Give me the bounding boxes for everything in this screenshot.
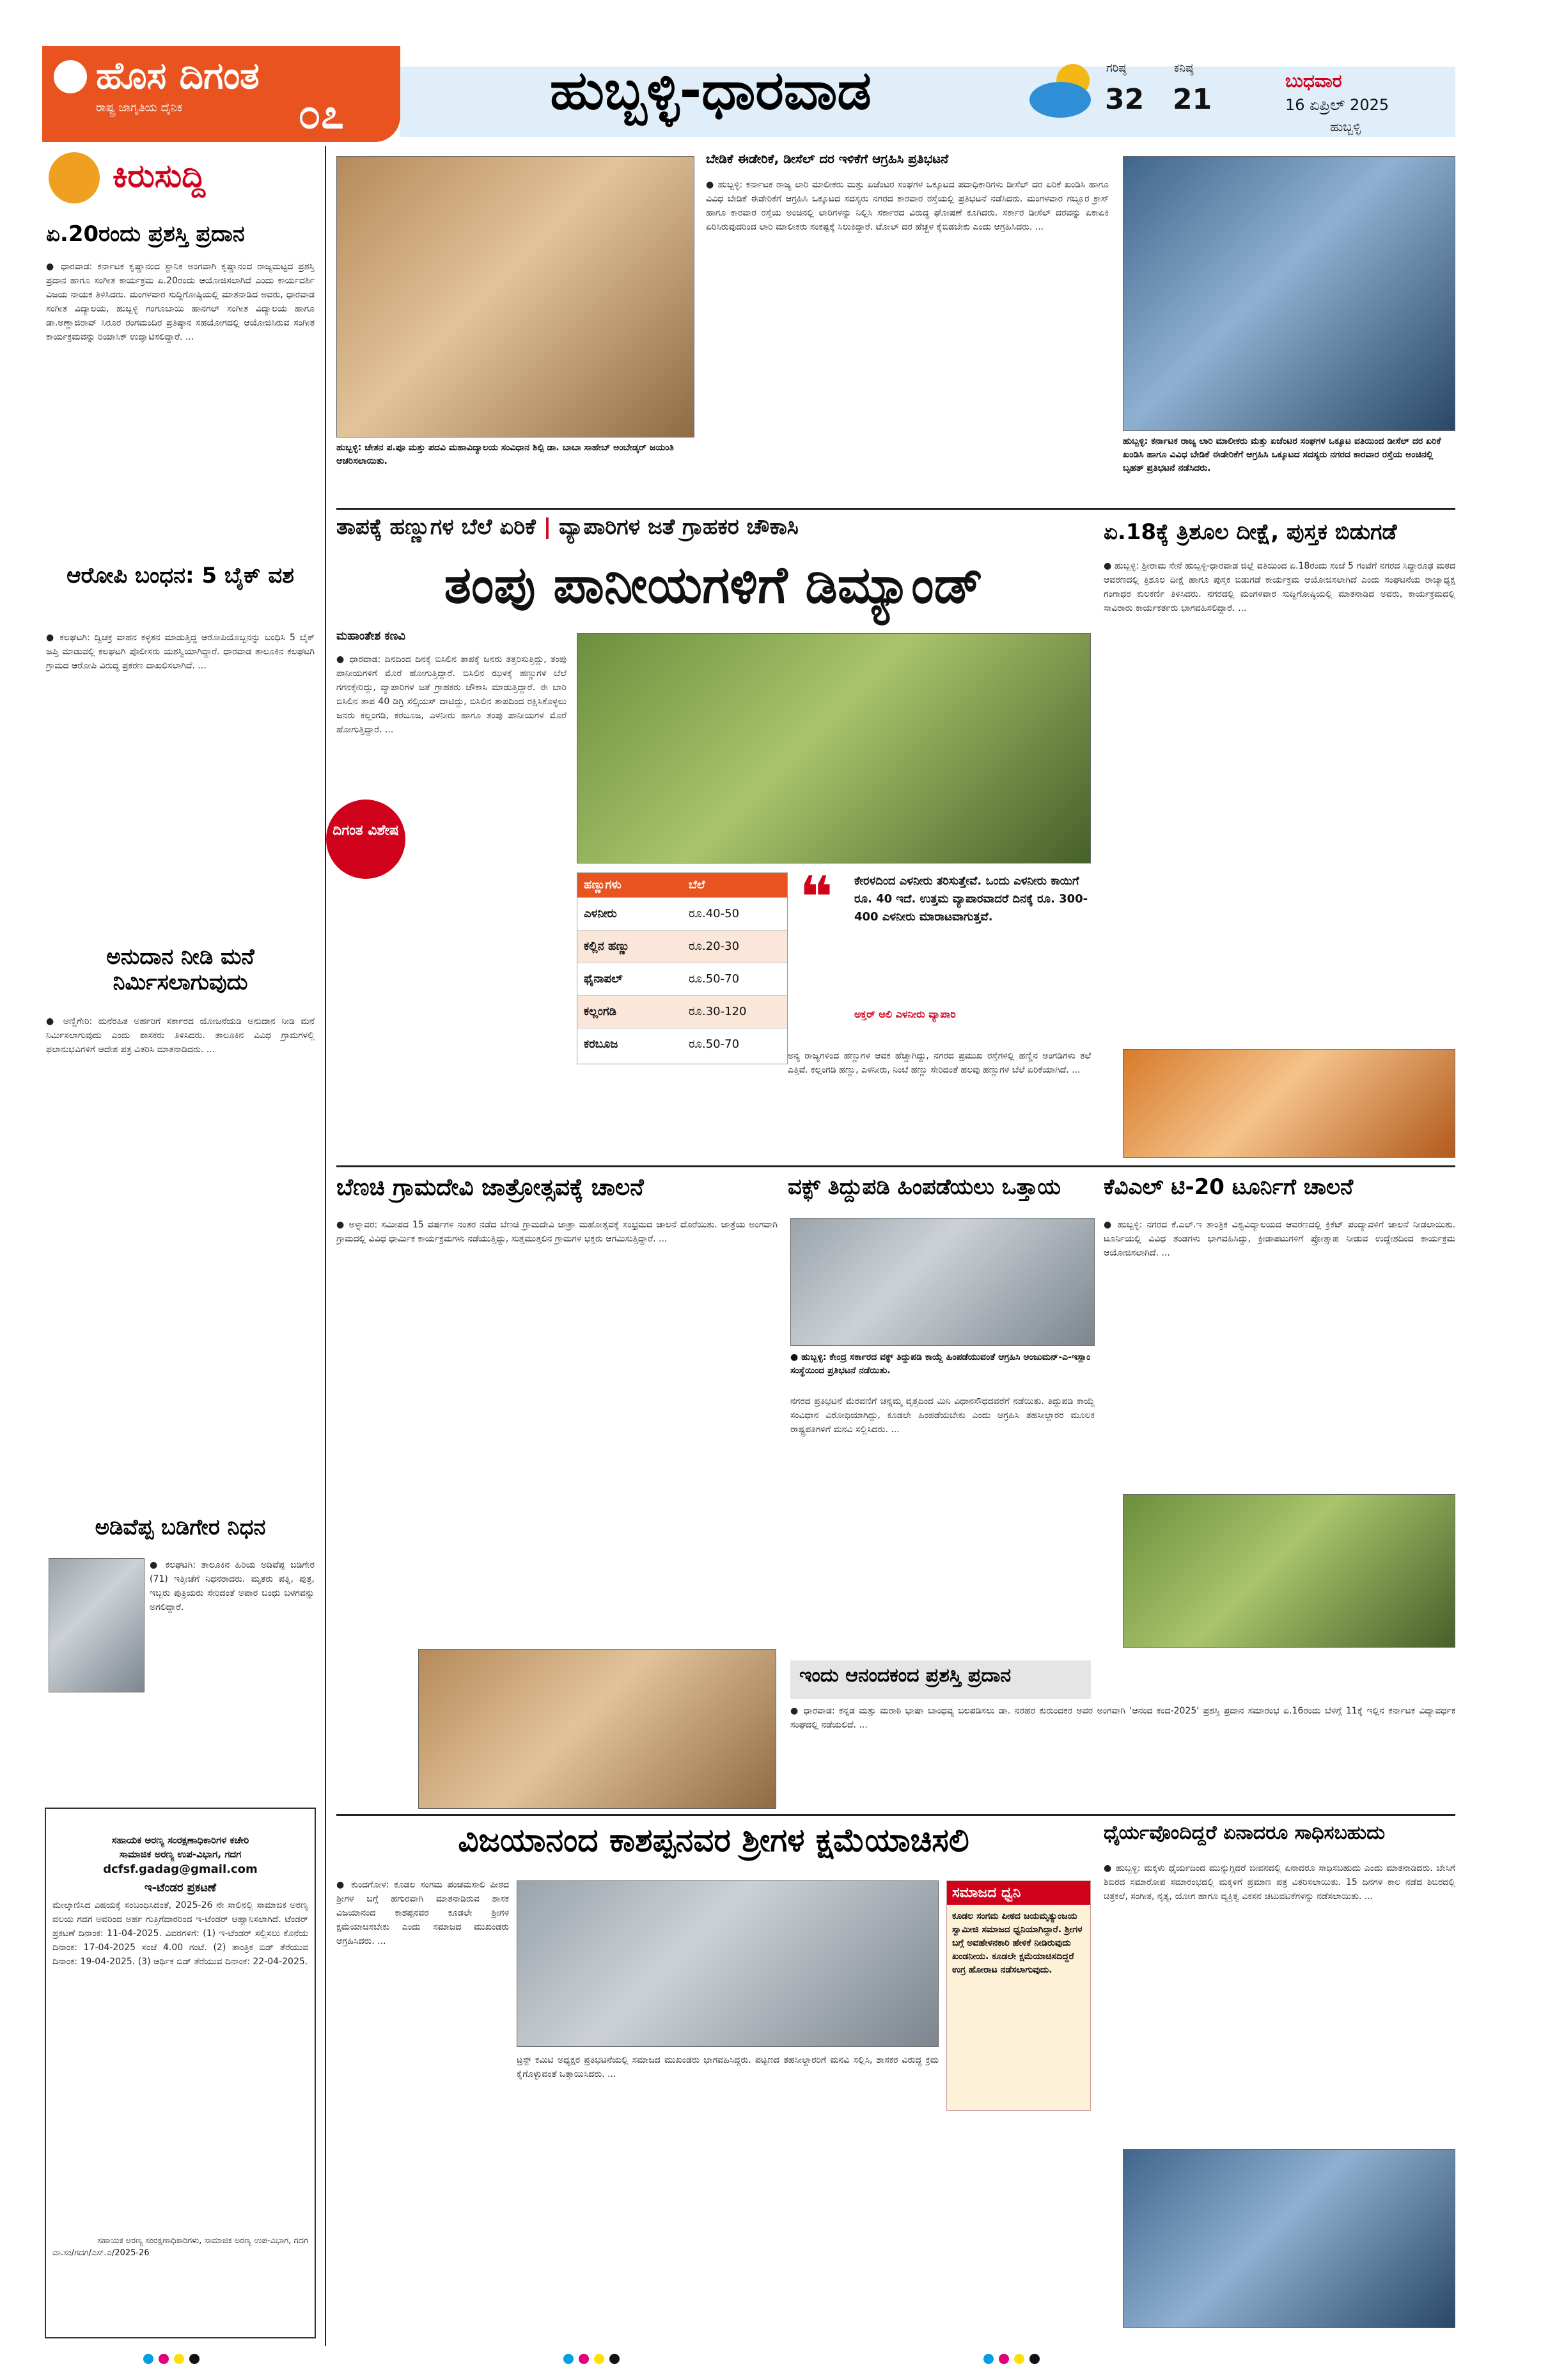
news3-headline: ಅನುದಾನ ನೀಡಿ ಮನೆ ನಿರ್ಮಿಸಲಾಗುವುದು (106, 944, 254, 995)
issue-date: 16 ಏಪ್ರಿಲ್ 2025 (1285, 96, 1389, 114)
price-table-header (577, 873, 787, 897)
logo-text: ಹೊಸ ದಿಗಂತ (96, 54, 260, 97)
lead-kicker-left: ತಾಪಕ್ಕೆ ಹಣ್ಣುಗಳ ಬೆಲೆ ಏರಿಕೆ (336, 514, 536, 540)
lead-body-1: ● ಧಾರವಾಡ: ದಿನದಿಂದ ದಿನಕ್ಕೆ ಬಿಸಿಲಿನ ತಾಪಕ್ಕೆ ಜನರು ತತ್ತರಿಸುತ್ತಿದ್ದು, ತಂಪು ಪಾನೀಯಗಳಿಗೆ ಮೊರೆ ಹೋಗುತ್ತಿದ್ದಾರೆ. ಬಿಸಿಲಿನ ಝಳಕ್ಕೆ ಹಣ್ಣುಗಳ ಬೆಲೆ ಗಗನಕ್ಕೇರಿದ್ದು, ವ್ಯಾಪಾರಿಗಳ ಜತೆ ಗ್ರಾಹಕರು ಚೌಕಾಸಿ ಮಾಡುತ್ತಿದ್ದಾರೆ. ಈ ಬಾರಿ ಬಿಸಿಲಿನ ತಾಪ 40 ಡಿಗ್ರಿ ಸೆಲ್ಸಿಯಸ್ ದಾಟಿದ್ದು, ಬಿಸಿಲಿನ ತಾಪದಿಂದ ರಕ್ಷಿಸಿಕೊಳ್ಳಲು ಜನರು ಕಲ್ಲಂಗಡಿ, ಕರಬೂಜ, ಎಳನೀರು ಹಾಗೂ ತಂಪು ಪಾನೀಯಗಳ ಮೊರೆ ಹೋಗುತ್ತಿದ್ದಾರೆ. ... (336, 654, 567, 735)
section-label-text: ಕಿರುಸುದ್ದಿ (113, 157, 206, 194)
news1-body: ● ಧಾರವಾಡ: ಕರ್ನಾಟಕ ಕೃಷ್ಣಾನಂದ ಸ್ಥಾನಿಕ ಅಂಗವಾಗಿ ಕೃಷ್ಣಾನಂದ ರಾಜ್ಯಮಟ್ಟದ ಪ್ರಶಸ್ತಿ ಪ್ರದಾನ ಹಾಗೂ ಸಂಗೀತ ಕಾರ್ಯಕ್ರಮ ಏ.20ರಂದು ಆಯೋಜಿಸಲಾಗಿದೆ ಎಂದು ಕಾರ್ಯದರ್ಶಿ ವಿಜಯ ನಾಯಕ ತಿಳಿಸಿದರು. ಮಂಗಳವಾರ ಸುದ್ದಿಗೋಷ್ಠಿಯಲ್ಲಿ ಮಾತನಾಡಿದ ಅವರು, ಧಾರವಾಡ ಸಂಗೀತ ವಿದ್ಯಾಲಯ, ಹುಬ್ಬಳ್ಳಿ ಗಂಗೂಬಾಯಿ ಹಾನಗಲ್ ಸಂಗೀತ ವಿದ್ಯಾಲಯ ಹಾಗೂ ಡಾ.ಅಣ್ಣಾಜಿರಾವ್ ಸಿರೂರ ರಂಗಮಂದಿರ ಪ್ರತಿಷ್ಠಾನ ಸಹಯೋಗದಲ್ಲಿ ಆಯೋಜಿಸಿರುವ ಸಂಗೀತ ಕಾರ್ಯಕ್ರಮವನ್ನು ರಿಯಾಸಿಕ್ ಉದ್ಘಾಟಿಸಲಿದ್ದಾರೆ. ... (46, 262, 315, 342)
quote-mark-icon: ❝ (799, 872, 833, 924)
weather-max: 32 (1105, 83, 1145, 116)
lead-kicker (336, 514, 1091, 553)
lead-kicker-right: ವ್ಯಾಪಾರಿಗಳ ಜತೆ ಗ್ರಾಹಕರ ಚೌಕಾಸಿ (558, 514, 799, 540)
price-header-item: ಹಣ್ಣುಗಳು (584, 878, 622, 892)
h-rule-3 (336, 1814, 1455, 1816)
right1-headline: ಏ.18ಕ್ಕೆ ತ್ರಿಶೂಲ ದೀಕ್ಷೆ, ಪುಸ್ತಕ ಬಿಡುಗಡೆ (1104, 519, 1397, 545)
h-rule-1 (336, 508, 1455, 510)
price-row (577, 963, 787, 995)
price-row-price: ರೂ.50-70 (689, 972, 740, 986)
top-left-caption: ಹುಬ್ಬಳ್ಳಿ: ಚೇತನ ಪ.ಪೂ ಮತ್ತು ಪದವಿ ಮಹಾವಿದ್ಯಾಲಯ ಸಂವಿಧಾನ ಶಿಲ್ಪಿ ಡಾ. ಬಾಬಾ ಸಾಹೇಬ್ ಅಂಬೇಡ್ಕರ್ ಜಯಂತಿ ಆಚರಿಸಲಾಯಿತು. (336, 443, 674, 466)
price-table (577, 872, 788, 1064)
row2-left-headline: ಬೆಣಚಿ ಗ್ರಾಮದೇವಿ ಜಾತ್ರೋತ್ಸವಕ್ಕೆ ಚಾಲನೆ (336, 1174, 644, 1201)
award-body: ● ಧಾರವಾಡ: ಕನ್ನಡ ಮತ್ತು ಮರಾಠಿ ಭಾಷಾ ಬಾಂಧವ್ಯ ಬಲಪಡಿಸಲು ಡಾ. ನರಹರ ಕುರುಂದಕರ ಅವರ ಅಂಗವಾಗಿ 'ಆನಂದ ಕಂದ-2025' ಪ್ರಶಸ್ತಿ ಪ್ರದಾನ ಸಮಾರಂಭ ಏ.16ರಂದು ಬೆಳಿಗ್ಗೆ 11ಕ್ಕೆ ಇಲ್ಲಿನ ಕರ್ನಾಟಕ ವಿದ್ಯಾವರ್ಧಕ ಸಂಘದಲ್ಲಿ ನಡೆಯಲಿದೆ. ... (790, 1706, 1455, 1730)
tender-body: ಮೇಲ್ಕಾಣಿಸಿದ ವಿಷಯಕ್ಕೆ ಸಂಬಂಧಿಸಿದಂತೆ, 2025-26 ನೇ ಸಾಲಿನಲ್ಲಿ ಸಾಮಾಜಿಕ ಅರಣ್ಯ ವಲಯ ಗದಗ ಅವರಿಂದ ಅರ್ಹ ಗುತ್ತಿಗೆದಾರರಿಂದ ಇ-ಟೆಂಡರ್ ಆಹ್ವಾನಿಸಲಾಗಿದೆ. ಟೆಂಡರ್ ಪ್ರಕಟಣೆ ದಿನಾಂಕ: 11-04-2025. ವಿವರಗಳಿಗೆ: (1) ಇ-ಟೆಂಡರ್ ಸಲ್ಲಿಸಲು ಕೊನೆಯ ದಿನಾಂಕ: 17-04-2025 ಸಂಜೆ 4.00 ಗಂಟೆ. (2) ತಾಂತ್ರಿಕ ಬಿಡ್ ತೆರೆಯುವ ದಿನಾಂಕ: 19-04-2025. (3) ಆರ್ಥಿಕ ಬಿಡ್ ತೆರೆಯುವ ದಿನಾಂಕ: 22-04-2025. (52, 1900, 308, 1967)
award-headline: ಇಂದು ಆನಂದಕಂದ ಪ್ರಶಸ್ತಿ ಪ್ರದಾನ (799, 1664, 1012, 1687)
weather-max-label: ಗರಿಷ್ಠ (1106, 61, 1127, 75)
lead-byline: ಮಹಾಂತೇಶ ಕಣವಿ (336, 629, 405, 643)
row2-mid-photo (790, 1218, 1095, 1346)
pointing-hand-icon (49, 152, 100, 203)
row2-right-photo (1123, 1494, 1455, 1648)
price-row-price: ರೂ.50-70 (689, 1037, 740, 1051)
row2-right-headline: ಕೆವಿಎಲ್ ಟಿ-20 ಟೂರ್ನಿಗೆ ಚಾಲನೆ (1104, 1174, 1354, 1200)
price-row (577, 1028, 787, 1060)
weather-min-label: ಕನಿಷ್ಠ (1174, 61, 1194, 75)
news3-body: ● ಅಣ್ಣಿಗೇರಿ: ಮನೆರಹಿತ ಅರ್ಹರಿಗೆ ಸರ್ಕಾರದ ಯೋಜನೆಯಡಿ ಅನುದಾನ ನೀಡಿ ಮನೆ ನಿರ್ಮಿಸಲಾಗುವುದು ಎಂದು ಶಾಸಕರು ತಿಳಿಸಿದರು. ತಾಲೂಕಿನ ವಿವಿಧ ಗ್ರಾಮಗಳಲ್ಲಿ ಫಲಾನುಭವಿಗಳಿಗೆ ಆದೇಶ ಪತ್ರ ವಿತರಿಸಿ ಮಾತನಾಡಿದರು. ... (46, 1016, 315, 1055)
column-divider (325, 146, 326, 2346)
tender-title: ಇ-ಟೆಂಡರ ಪ್ರಕಟಣೆ (144, 1881, 217, 1895)
right1-body: ● ಹುಬ್ಬಳ್ಳಿ: ಶ್ರೀರಾಮ ಸೇನೆ ಹುಬ್ಬಳ್ಳಿ-ಧಾರವಾಡ ಜಿಲ್ಲೆ ವತಿಯಿಂದ ಏ.18ರಂದು ಸಂಜೆ 5 ಗಂಟೆಗೆ ನಗರದ ಸಿದ್ಧಾರೂಢ ಮಠದ ಆವರಣದಲ್ಲಿ ತ್ರಿಶೂಲ ದೀಕ್ಷೆ ಹಾಗೂ ಪುಸ್ತಕ ಬಿಡುಗಡೆ ಕಾರ್ಯಕ್ರಮ ಆಯೋಜಿಸಲಾಗಿದೆ ಎಂದು ಸಂಘಟನೆಯ ರಾಜ್ಯಾಧ್ಯಕ್ಷ ಗಂಗಾಧರ ಕುಲಕರ್ಣಿ ತಿಳಿಸಿದರು. ನಗರದಲ್ಲಿ ಮಂಗಳವಾರ ಸುದ್ದಿಗೋಷ್ಠಿಯಲ್ಲಿ ಮಾತನಾಡಿದ ಅವರು, ಕಾರ್ಯಕ್ರಮದಲ್ಲಿ ಸಾವಿರಾರು ಕಾರ್ಯಕರ್ತರು ಭಾಗವಹಿಸಲಿದ್ದಾರೆ. ... (1104, 561, 1455, 613)
lead-body-2: ಅನ್ಯ ರಾಜ್ಯಗಳಿಂದ ಹಣ್ಣುಗಳ ಆವಕ ಹೆಚ್ಚಾಗಿದ್ದು, ನಗರದ ಪ್ರಮುಖ ರಸ್ತೆಗಳಲ್ಲಿ ಹಣ್ಣಿನ ಅಂಗಡಿಗಳು ತಲೆ ಎತ್ತಿವೆ. ಕಲ್ಲಂಗಡಿ ಹಣ್ಣು, ಎಳನೀರು, ನಿಂಬೆ ಹಣ್ಣು ಸೇರಿದಂತೆ ಹಲವು ಹಣ್ಣುಗಳ ಬೆಲೆ ಏರಿಕೆಯಾಗಿದೆ. ... (788, 1051, 1091, 1075)
h-rule-2 (336, 1165, 1455, 1167)
lead-quote-author: ಅಕ್ತರ್ ಅಲಿ ಎಳನೀರು ವ್ಯಾಪಾರಿ (854, 1008, 956, 1020)
price-row-price: ರೂ.40-50 (689, 907, 740, 920)
kicker-separator: | (543, 514, 559, 540)
price-rows (577, 897, 787, 1060)
top-right-caption: ಹುಬ್ಬಳ್ಳಿ: ಕರ್ನಾಟಕ ರಾಜ್ಯ ಲಾರಿ ಮಾಲೀಕರು ಮತ್ತು ಏಜೆಂಟರ ಸಂಘಗಳ ಒಕ್ಕೂಟ ವತಿಯಿಂದ ಡೀಸೆಲ್ ದರ ಏರಿಕೆ ಖಂಡಿಸಿ ಹಾಗೂ ವಿವಿಧ ಬೇಡಿಕೆ ಈಡೇರಿಕೆಗೆ ಆಗ್ರಹಿಸಿ ಒಕ್ಕೂಟದ ಸದಸ್ಯರು ನಗರದ ಕಾರವಾರ ರಸ್ತೆಯ ಅಂಚಿನಲ್ಲಿ ಬೃಹತ್ ಪ್ರತಿಭಟನೆ ನಡೆಸಿದರು. (1123, 436, 1441, 473)
price-row (577, 930, 787, 963)
right1-photo (1123, 1049, 1455, 1158)
voice-box-body: ಕೂಡಲ ಸಂಗಮ ಪೀಠದ ಜಯಮೃತ್ಯುಂಜಯ ಸ್ವಾಮೀಜಿ ಸಮಾಜದ ಧ್ವನಿಯಾಗಿದ್ದಾರೆ. ಶ್ರೀಗಳ ಬಗ್ಗೆ ಅವಹೇಳನಕಾರಿ ಹೇಳಿಕೆ ನೀಡಿರುವುದು ಖಂಡನೀಯ. ಕೂಡಲೇ ಕ್ಷಮೆಯಾಚಿಸದಿದ್ದರೆ ಉಗ್ರ ಹೋರಾಟ ನಡೆಸಲಾಗುವುದು. (952, 1911, 1083, 1975)
row2-left-photo (418, 1649, 776, 1809)
logo-emblem-icon (54, 60, 87, 93)
top-right-photo (1123, 156, 1455, 431)
courage-body: ● ಹುಬ್ಬಳ್ಳಿ: ಮಕ್ಕಳು ಧೈರ್ಯದಿಂದ ಮುನ್ನುಗ್ಗಿದರೆ ಜೀವನದಲ್ಲಿ ಏನಾದರೂ ಸಾಧಿಸಬಹುದು ಎಂದು ಮಾತನಾಡಿದರು. ಬೇಸಿಗೆ ಶಿಬಿರದ ಸಮಾರೋಪ ಸಮಾರಂಭದಲ್ಲಿ ಮಕ್ಕಳಿಗೆ ಪ್ರಮಾಣ ಪತ್ರ ವಿತರಿಸಲಾಯಿತು. 15 ದಿನಗಳ ಕಾಲ ನಡೆದ ಶಿಬಿರದಲ್ಲಿ ಚಿತ್ರಕಲೆ, ಸಂಗೀತ, ನೃತ್ಯ, ಯೋಗ ಹಾಗೂ ವ್ಯಕ್ತಿತ್ವ ವಿಕಸನ ಚಟುವಟಿಕೆಗಳನ್ನು ನಡೆಸಲಾಯಿತು. ... (1104, 1863, 1455, 1902)
apology-photo (517, 1880, 939, 2047)
apology-body-2: ಟ್ರಸ್ಟ್ ಕಮಿಟಿ ಅಧ್ಯಕ್ಷರ ಪ್ರತಿಭಟನೆಯಲ್ಲಿ ಸಮಾಜದ ಮುಖಂಡರು ಭಾಗವಹಿಸಿದ್ದರು. ಪಟ್ಟಣದ ತಹಸೀಲ್ದಾರರಿಗೆ ಮನವಿ ಸಲ್ಲಿಸಿ, ಶಾಸಕರ ವಿರುದ್ಧ ಕ್ರಮ ಕೈಗೊಳ್ಳುವಂತೆ ಒತ್ತಾಯಿಸಿದರು. ... (517, 2055, 939, 2079)
lead-photo (577, 633, 1091, 863)
price-row (577, 995, 787, 1028)
tender-signature: ಸಹಾಯಕ ಅರಣ್ಯ ಸಂರಕ್ಷಣಾಧಿಕಾರಿಗಳು, ಸಾಮಾಜಿಕ ಅರಣ್ಯ ಉಪ-ವಿಭಾಗ, ಗದಗ (97, 2236, 308, 2246)
apology-headline: ವಿಜಯಾನಂದ ಕಾಶಪ್ಪನವರ ಶ್ರೀಗಳ ಕ್ಷಮೆಯಾಚಿಸಲಿ (458, 1822, 969, 1859)
lead-headline: ತಂಪು ಪಾನೀಯಗಳಿಗೆ ಡಿಮ್ಯಾಂಡ್ (444, 555, 983, 615)
tender-header1: ಸಹಾಯಕ ಅರಣ್ಯ ಸಂರಕ್ಷಣಾಧಿಕಾರಿಗಳ ಕಚೇರಿ (111, 1834, 249, 1846)
price-row-item: ಎಳನೀರು (584, 907, 617, 920)
price-row-price: ರೂ.30-120 (689, 1005, 747, 1018)
price-row-price: ರೂ.20-30 (689, 940, 740, 953)
courage-headline: ಧೈರ್ಯವೊಂದಿದ್ದರೆ ಏನಾದರೂ ಸಾಧಿಸಬಹುದು (1104, 1822, 1386, 1844)
row2-mid-body: ನಗರದ ಪ್ರತಿಭಟನೆ ಮೆರವಣಿಗೆ ಚನ್ನಮ್ಮ ವೃತ್ತದಿಂದ ಮಿನಿ ವಿಧಾನಸೌಧದವರೆಗೆ ನಡೆಯಿತು. ತಿದ್ದುಪಡಿ ಕಾಯ್ದೆ ಸಂವಿಧಾನ ವಿರೋಧಿಯಾಗಿದ್ದು, ಕೂಡಲೇ ಹಿಂಪಡೆಯಬೇಕು ಎಂದು ಆಗ್ರಹಿಸಿ ತಹಸೀಲ್ದಾರರ ಮೂಲಕ ರಾಷ್ಟ್ರಪತಿಗಳಿಗೆ ಮನವಿ ಸಲ್ಲಿಸಿದರು. ... (790, 1396, 1095, 1435)
weather-icon (1023, 55, 1100, 125)
print-registration-marks (141, 2354, 1420, 2373)
price-row-item: ಫೈನಾಪಲ್ (584, 972, 623, 986)
logo-tagline: ರಾಷ್ಟ್ರ ಜಾಗೃತಿಯ ದೈನಿಕ (96, 101, 183, 114)
top-left-photo (336, 156, 694, 437)
issue-day: ಬುಧವಾರ (1285, 70, 1342, 91)
row2-mid-caption: ● ಹುಬ್ಬಳ್ಳಿ: ಕೇಂದ್ರ ಸರ್ಕಾರದ ವಕ್ಫ್ ತಿದ್ದುಪಡಿ ಕಾಯ್ದೆ ಹಿಂಪಡೆಯುವಂತೆ ಆಗ್ರಹಿಸಿ ಅಂಜುಮನ್-ಎ-ಇಸ್ಲಾಂ ಸಂಸ್ಥೆಯಿಂದ ಪ್ರತಿಭಟನೆ ನಡೆಯಿತು. (790, 1352, 1091, 1376)
issue-city: ಹುಬ್ಬಳ್ಳಿ (1330, 119, 1361, 134)
news2-headline: ಆರೋಪಿ ಬಂಧನ: 5 ಬೈಕ್ ವಶ (66, 563, 294, 588)
news4-body: ● ಕಲಘಟಗಿ: ತಾಲೂಕಿನ ಹಿರಿಯ ಅಡಿವೆಪ್ಪ ಬಡಿಗೇರ (71) ಇತ್ತೀಚೆಗೆ ನಿಧನರಾದರು. ಮೃತರು ಪತ್ನಿ, ಪುತ್ರ, ಇಬ್ಬರು ಪುತ್ರಿಯರು ಸೇರಿದಂತೆ ಅಪಾರ ಬಂಧು ಬಳಗವನ್ನು ಅಗಲಿದ್ದಾರೆ. (150, 1560, 315, 1612)
news1-headline: ಏ.20ರಂದು ಪ್ರಶಸ್ತಿ ಪ್ರದಾನ (46, 221, 245, 247)
apology-body-1: ● ಕುಂದಗೋಳ: ಕೂಡಲ ಸಂಗಮ ಪಂಚಮಸಾಲಿ ಪೀಠದ ಶ್ರೀಗಳ ಬಗ್ಗೆ ಹಗುರವಾಗಿ ಮಾತನಾಡಿರುವ ಶಾಸಕ ವಿಜಯಾನಂದ ಕಾಶಪ್ಪನವರ ಕೂಡಲೇ ಶ್ರೀಗಳ ಕ್ಷಮೆಯಾಚಿಸಬೇಕು ಎಂದು ಸಮಾಜದ ಮುಖಂಡರು ಆಗ್ರಹಿಸಿದರು. ... (336, 1880, 509, 1946)
top-mid-body: ● ಹುಬ್ಬಳ್ಳಿ: ಕರ್ನಾಟಕ ರಾಜ್ಯ ಲಾರಿ ಮಾಲೀಕರು ಮತ್ತು ಏಜೆಂಟರ ಸಂಘಗಳ ಒಕ್ಕೂಟದ ಪದಾಧಿಕಾರಿಗಳು ಡೀಸೆಲ್ ದರ ಏರಿಕೆ ಖಂಡಿಸಿ ಹಾಗೂ ವಿವಿಧ ಬೇಡಿಕೆ ಈಡೇರಿಕೆಗೆ ಆಗ್ರಹಿಸಿ ಒಕ್ಕೂಟದ ಸದಸ್ಯರು ನಗರದ ಕಾರವಾರ ರಸ್ತೆಯಲ್ಲಿ ಪ್ರತಿಭಟನೆ ನಡೆಸಿದರು. ಮಂಗಳವಾರ ಗಬ್ಬೂರ ಕ್ರಾಸ್ ಹಾಗೂ ಕಾರವಾರ ರಸ್ತೆಯ ಅಂಚಿನಲ್ಲಿ ಲಾರಿಗಳನ್ನು ನಿಲ್ಲಿಸಿ ಸರ್ಕಾರದ ವಿರುದ್ಧ ಘೋಷಣೆ ಕೂಗಿದರು. ಸರ್ಕಾರ ಡೀಸೆಲ್ ದರವನ್ನು ಏಕಾಏಕಿ ಏರಿಸಿರುವುದರಿಂದ ಲಾರಿ ಮಾಲೀಕರು ಸಂಕಷ್ಟಕ್ಕೆ ಸಿಲುಕಿದ್ದಾರೆ. ಟೋಲ್ ದರ ಹೆಚ್ಚಳ ಕೈಬಿಡಬೇಕು ಎಂದು ಆಗ್ರಹಿಸಿದರು. ... (706, 180, 1109, 232)
price-row-item: ಕಲ್ಲಂಗಡಿ (584, 1005, 616, 1018)
lead-badge (326, 800, 405, 879)
row2-mid-headline: ವಕ್ಫ್ ತಿದ್ದುಪಡಿ ಹಿಂಪಡೆಯಲು ಒತ್ತಾಯ (788, 1174, 1061, 1200)
row2-right-body: ● ಹುಬ್ಬಳ್ಳಿ: ನಗರದ ಕೆ.ಎಲ್.ಇ ತಾಂತ್ರಿಕ ವಿಶ್ವವಿದ್ಯಾಲಯದ ಆವರಣದಲ್ಲಿ ಕ್ರಿಕೆಟ್ ಪಂದ್ಯಾವಳಿಗೆ ಚಾಲನೆ ನೀಡಲಾಯಿತು. ಟೂರ್ನಿಯಲ್ಲಿ ವಿವಿಧ ತಂಡಗಳು ಭಾಗವಹಿಸಿದ್ದು, ಕ್ರೀಡಾಪಟುಗಳಿಗೆ ಪ್ರೋತ್ಸಾಹ ನೀಡುವ ಉದ್ದೇಶದಿಂದ ಕಾರ್ಯಕ್ರಮ ಆಯೋಜಿಸಲಾಗಿದೆ. ... (1104, 1220, 1455, 1258)
tender-notice (45, 1808, 316, 2338)
price-header-price: ಬೆಲೆ (689, 878, 705, 892)
tender-ref: ವಾ.ಸಂ/ಗದಗ/ಎಸ್.ಎ/2025-26 (52, 2248, 150, 2258)
price-row-item: ಕಲ್ಲಿನ ಹಣ್ಣು (584, 940, 630, 953)
courage-photo (1123, 2149, 1455, 2328)
edition-title: ಹುಬ್ಬಳ್ಳಿ-ಧಾರವಾಡ (550, 59, 872, 122)
voice-box (946, 1880, 1091, 2111)
top-mid-headline: ಬೇಡಿಕೆ ಈಡೇರಿಕೆ, ಡೀಸೆಲ್ ದರ ಇಳಿಕೆಗೆ ಆಗ್ರಹಿಸಿ ಪ್ರತಿಭಟನೆ (706, 151, 949, 166)
lead-badge-text: ದಿಗಂತ ವಿಶೇಷ (332, 823, 399, 839)
price-row (577, 897, 787, 930)
masthead-logo (42, 46, 400, 142)
news2-body: ● ಕಲಘಟಗಿ: ದ್ವಿಚಕ್ರ ವಾಹನ ಕಳ್ಳತನ ಮಾಡುತ್ತಿದ್ದ ಆರೋಪಿಯೊಬ್ಬನನ್ನು ಬಂಧಿಸಿ 5 ಬೈಕ್ ಜಪ್ತಿ ಮಾಡುವಲ್ಲಿ ಕಲಘಟಗಿ ಪೊಲೀಸರು ಯಶಸ್ವಿಯಾಗಿದ್ದಾರೆ. ಧಾರವಾಡ ತಾಲೂಕಿನ ಕಲಘಟಗಿ ಗ್ರಾಮದ ಆರೋಪಿ ವಿರುದ್ಧ ಪ್ರಕರಣ ದಾಖಲಿಸಲಾಗಿದೆ. ... (46, 633, 315, 671)
section-label (42, 146, 311, 210)
lead-quote: ಕೇರಳದಿಂದ ಎಳನೀರು ತರಿಸುತ್ತೇವೆ. ಒಂದು ಎಳನೀರು ಕಾಯಿಗೆ ರೂ. 40 ಇದೆ. ಉತ್ತಮ ವ್ಯಾಪಾರವಾದರೆ ದಿನಕ್ಕೆ ರೂ. 300-400 ಎಳನೀರು ಮಾರಾಟವಾಗುತ್ತವೆ. (854, 874, 1088, 924)
tender-header2: ಸಾಮಾಜಿಕ ಅರಣ್ಯ ಉಪ-ವಿಭಾಗ, ಗದಗ (119, 1848, 242, 1860)
voice-box-title: ಸಮಾಜದ ಧ್ವನಿ (947, 1881, 1090, 1905)
price-row-item: ಕರಬೂಜ (584, 1037, 618, 1051)
page-number: ೦೭ (298, 91, 344, 138)
obituary-portrait (49, 1558, 145, 1692)
weather-min: 21 (1173, 83, 1212, 116)
row2-left-body: ● ಅಳ್ನಾವರ: ಸಮೀಪದ 15 ವರ್ಷಗಳ ನಂತರ ನಡೆದ ಬೆಣಚಿ ಗ್ರಾಮದೇವಿ ಜಾತ್ರಾ ಮಹೋತ್ಸವಕ್ಕೆ ಸಂಭ್ರಮದ ಚಾಲನೆ ದೊರೆಯಿತು. ಜಾತ್ರೆಯ ಅಂಗವಾಗಿ ಗ್ರಾಮದಲ್ಲಿ ವಿವಿಧ ಧಾರ್ಮಿಕ ಕಾರ್ಯಕ್ರಮಗಳು ನಡೆಯುತ್ತಿದ್ದು, ಸುತ್ತಮುತ್ತಲಿನ ಗ್ರಾಮಗಳ ಭಕ್ತರು ಆಗಮಿಸುತ್ತಿದ್ದಾರೆ. ... (336, 1220, 778, 1244)
tender-email: dcfsf.gadag@gmail.com (103, 1863, 258, 1876)
news4-headline: ಅಡಿವೆಪ್ಪ ಬಡಿಗೇರ ನಿಧನ (95, 1515, 266, 1540)
